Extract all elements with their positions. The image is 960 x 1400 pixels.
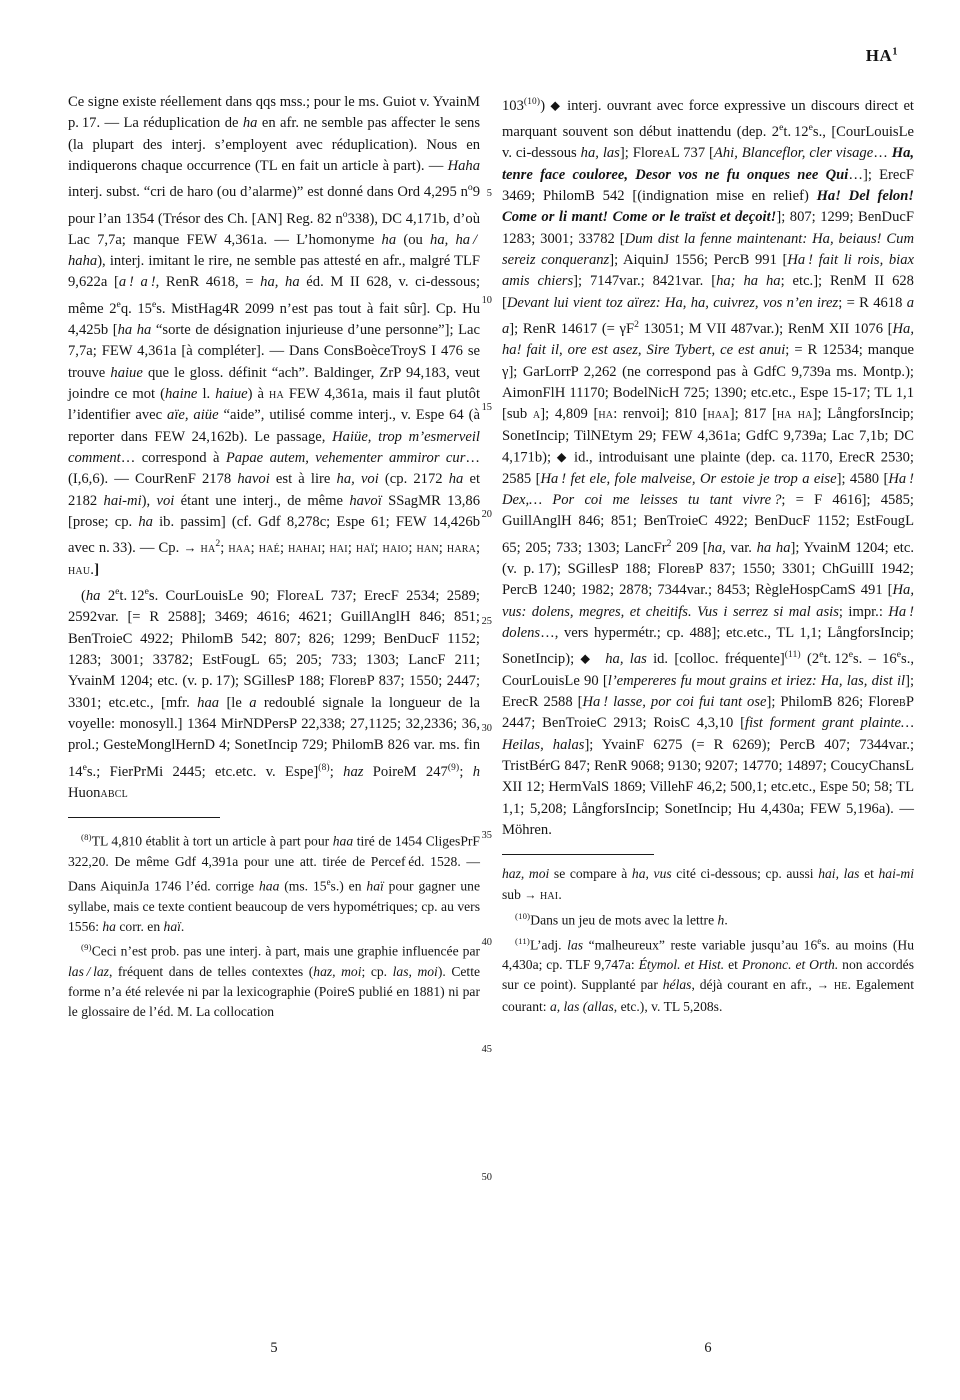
line-number: 35 <box>481 830 492 841</box>
left-column-body <box>68 92 480 804</box>
paragraph: (ha 2et. 12es. CourLouisLe 90; FloreaL 737; ErecF 2534; 2589; 2592var. [= R 2588]; 3469; 4616; 4621; GuillAnglH 846; 851; BenTroieC 4922; PhilomB 542; 807; 826; 1299; BenDucF 1152; 1283; 3001; 33782; EstFougL 65; 205; 733; 1303; LancF 211; YvainM 1204; etc. (v. p. 17); SGillesP 188; FlorebP 837; 1550; 2447; 3301; etc.etc., [mfr. haa [le a redoublé signale la longueur de la voyelle: monosyll.] 1364 MirNDPersP 22,338; 27,1125; 32,2336; 36, prol.; GesteMonglHernD 4; SonetIncip 729; PhilomB 826 var. ms. fin 14es.; FierPrMi 2445; etc.etc. v. Espe]$^{(8)}$; haz PoireM 247$^{(9)}$; h Huonabcl <box>68 586 481 801</box>
running-head-text: HA <box>865 46 893 65</box>
line-number: 10 <box>481 295 492 306</box>
footnote: $^{(11)}$L’adj. las “malheureux” reste variable jusqu’au 16es. au moins (Hu 4,430a; cp. TLF 9,747a: Étymol. et Hist. et Prononc. et Orth. non accordés sur ce point). Supplanté par hélas, déjà courant en afr., → he. Egalement courant: a, las (allas, etc.), v. TL 5,208s. <box>502 935 915 1014</box>
paragraph: Ce signe existe réellement dans qqs mss.; pour le ms. Guiot v. YvainM p. 17. — La réduplication de ha en afr. ne semble pas affecter le sens (la plupart des interj. s’employent avec réduplication). Nous en indiquerons chaque occurrence (TL en fait un article à part). — Haha interj. subst. “cri de haro (ou d’alarme)” est donné dans Ord 4,295 $n^o9$ pour l’an 1354 (Trésor des Ch. [AN] Reg. 82 $n^o338$), DC 4,171b, d’où Lac 7,7a; manque FEW 4,361a. — L’homonyme ha (ou ha, ha / haha), interj. imitant le rire, ne semble pas attesté en afr., malgré TLF 9,622a [a ! a !, RenR 4618, = ha, ha éd. M II 628, v. ci-dessous; même 2eq. 15es. MistHag4R 2099 n’est pas tout à fait sûr]. Cp. Hu 4,425b [ha ha “sorte de désignation injurieuse d’une personne”]; Lac 7,7a; FEW 4,361a [à compléter]. — Dans ConsBoèceTroyS I 476 se trouve haiue que le gloss. définit “ach”. Baldinger, ZrP 94,183, veut joindre ce mot (haine l. haiue) à ha FEW 4,361a, mais il faut plutôt l’identifier avec aïe, aiüe “aide”, utilisé comme interj., v. Espe 64 (à reporter dans FEW 24,162b). Le passage, Haiüe, trop m’esmerveil comment… correspond à Papae autem, vehementer ammiror cur… (I,6,6). — CourRenF 2178 havoi est à lire ha, voi (cp. 2172 ha et 2182 hai-mi), voi étant une interj., de même havoï SSagMR 13,86 [prose; cp. ha ib. passim] (cf. Gdf 8,278c; Espe 61; FEW 14,426b avec n. 33). — Cp. → $ha^2$; haa; haé; hahai; hai; haï; haio; han; hara; hau.] <box>68 94 481 578</box>
line-number: 40 <box>481 937 492 948</box>
paragraph: 103$^{(10)}$) ◆ interj. ouvrant avec force expressive un discours direct et marquant souvent son début inattendu (dep. 2et. 12es., [CourLouisLe v. ci-dessous ha, las]; FloreaL 737 [Ahi, Blanceflor, cler visage… Ha, tenre face couloree, Desor vos ne fu onques nee Qui…]; ErecF 3469; PhilomB 542 [(indignation mise en relief) Ha! Del felon! Come or li mant! Come or le traïst et deçoit!]; 807; 1299; BenDucF 1283; 3001; 33782 [Dum dist la fenne maintenant: Ha, beiaus! Cum sereiz conqueranz]; AiquinJ 1556; PercB 991 [Ha ! fait li rois, biax amis chiers]; 7147var.; 8421var. [ha; ha ha; etc.]; RenM II 628 [Devant lui vient toz aïrez: Ha, ha, cuivrez, vos n’en irez; = R 4618 a a]; RenR 14617 (= $\gamma F^2$ 13051; M VII 487var.); RenM XII 1076 [Ha, ha! fait il, ore est asez, Sire Tybert, ce est anui; = R 12534; manque γ]; GarLorrP 2,262 (ne correspond pas à GdfC 9,739a ms. Montp.); AimonFlH 11170; BodelNicH 725; 1390; etc.etc., Espe 15-17; TL 1,1 [sub a]; 4,809 [ha: renvoi]; 810 [haa]; 817 [ha ha]; LångforsIncip; SonetIncip; TilNEtym 29; FEW 4,361a; GdfC 9,739a; Lac 7,1b; DC 4,171b); ◆ id., introduisant une plainte (dep. ca. 1170, ErecR 2530; 2585 [Ha ! fet ele, fole malveise, Or estoie je trop a eise]; 4580 [Ha ! Dex,… Por coi me leisses tu tant vivre ?; = F 4616]; 4585; GuillAnglH 846; 851; BenTroieC 4922; BenDucF 1152; EstFougL 65; 205; 733; 1303; LancFr$^2$ 209 [ha, var. ha ha]; YvainM 1204; etc. (v. p. 17); SGillesP 188; FlorebP 837; 1550; 3301; ChGuillI 1942; PercB 1240; 1982; 2878; 7344var.; 8453; RègleHospCamS 491 [Ha, vus: dolens, megres, et cheitifs. Vus i serrez si mal asis; impr.: Ha ! dolens…, vers hypermétr.; cp. 488]; etc.etc., TL 1,1; LångforsIncip; SonetIncip); ◆ ha, las id. [colloc. fréquente]$^{(11)}$ (2et. 12es. – 16es., CourLouisLe 90 [l’empereres fu mout grains et iriez: Ha, las, dist il]; ErecR 2588 [Ha ! lasse, por coi fui tant ose]; PhilomB 826; FlorebP 2447; BenTroieC 2913; RoisC 4,3,10 [fist forment grant plainte… Heilas, halas]; YvainF 6275 (= R 6269); PercB 407; 7344var.; TristBérG 847; RenR 9068; 9130; 9207; 14770; 14897; CoucyChansL XII 12; HermValS 1869; VillehF 46,2; 500,1; etc.etc., Espe 50; 58; TL 1,1; 5,208; LångforsIncip; SonetIncip; Hu 4,430a; FEW 5,196a). — Möhren. <box>502 97 915 839</box>
right-column-body <box>502 92 914 841</box>
sense-marker-diamond: ◆ <box>580 651 593 666</box>
folio-right: 6 <box>704 1340 712 1356</box>
footnote-separator-right <box>502 854 654 855</box>
line-number: 25 <box>481 616 492 627</box>
column-left <box>68 92 480 1317</box>
sense-marker-diamond: ◆ <box>556 450 569 465</box>
folio-left: 5 <box>270 1340 278 1356</box>
text-columns <box>68 92 914 1317</box>
footnote-separator-left <box>68 817 220 818</box>
footnote: haz, moi se compare à ha, vus cité ci-dessous; cp. aussi hai, las et hai-mi sub → hai. <box>502 866 914 903</box>
line-number: 15 <box>481 402 492 413</box>
folio-numbers <box>68 1340 914 1357</box>
line-number: 50 <box>481 1172 492 1183</box>
line-number: 45 <box>481 1044 492 1055</box>
right-column-footnotes <box>502 864 914 1016</box>
line-number: 5 <box>486 188 492 199</box>
column-right <box>502 92 914 1317</box>
running-head <box>0 46 898 66</box>
line-number: 30 <box>481 723 492 734</box>
footnote: $^{(10)}$Dans un jeu de mots avec la lettre h. <box>515 910 728 928</box>
sense-marker-diamond: ◆ <box>550 98 562 113</box>
line-number: 20 <box>481 509 492 520</box>
left-column-footnotes <box>68 827 480 1022</box>
footnote: $^{(9)}$Ceci n’est prob. pas une interj. à part, mais une graphie influencée par las / laz, fréquent dans de telles contextes (haz, moi; cp. las, moi). Cette forme n’a été relevée ni par la lexicographie (PoireS publié en 1881) ni par le glossaire de l’éd. M. La collocation <box>68 942 481 1020</box>
footnote: $^{(8)}$TL 4,810 établit à tort un article à part pour haa tiré de 1454 CligesPrF 322,20. De même Gdf 4,391a pour une att. tirée de Percef éd. 1528. — Dans AiquinJa 1746 l’éd. corrige haa (ms. 15es.) en haï pour gagner une syllabe, mais ce texte contient beaucoup de vers hypométriques; cp. au vers 1556: ha corr. en haï. <box>68 832 480 935</box>
running-head-superscript: 1 <box>892 46 898 58</box>
